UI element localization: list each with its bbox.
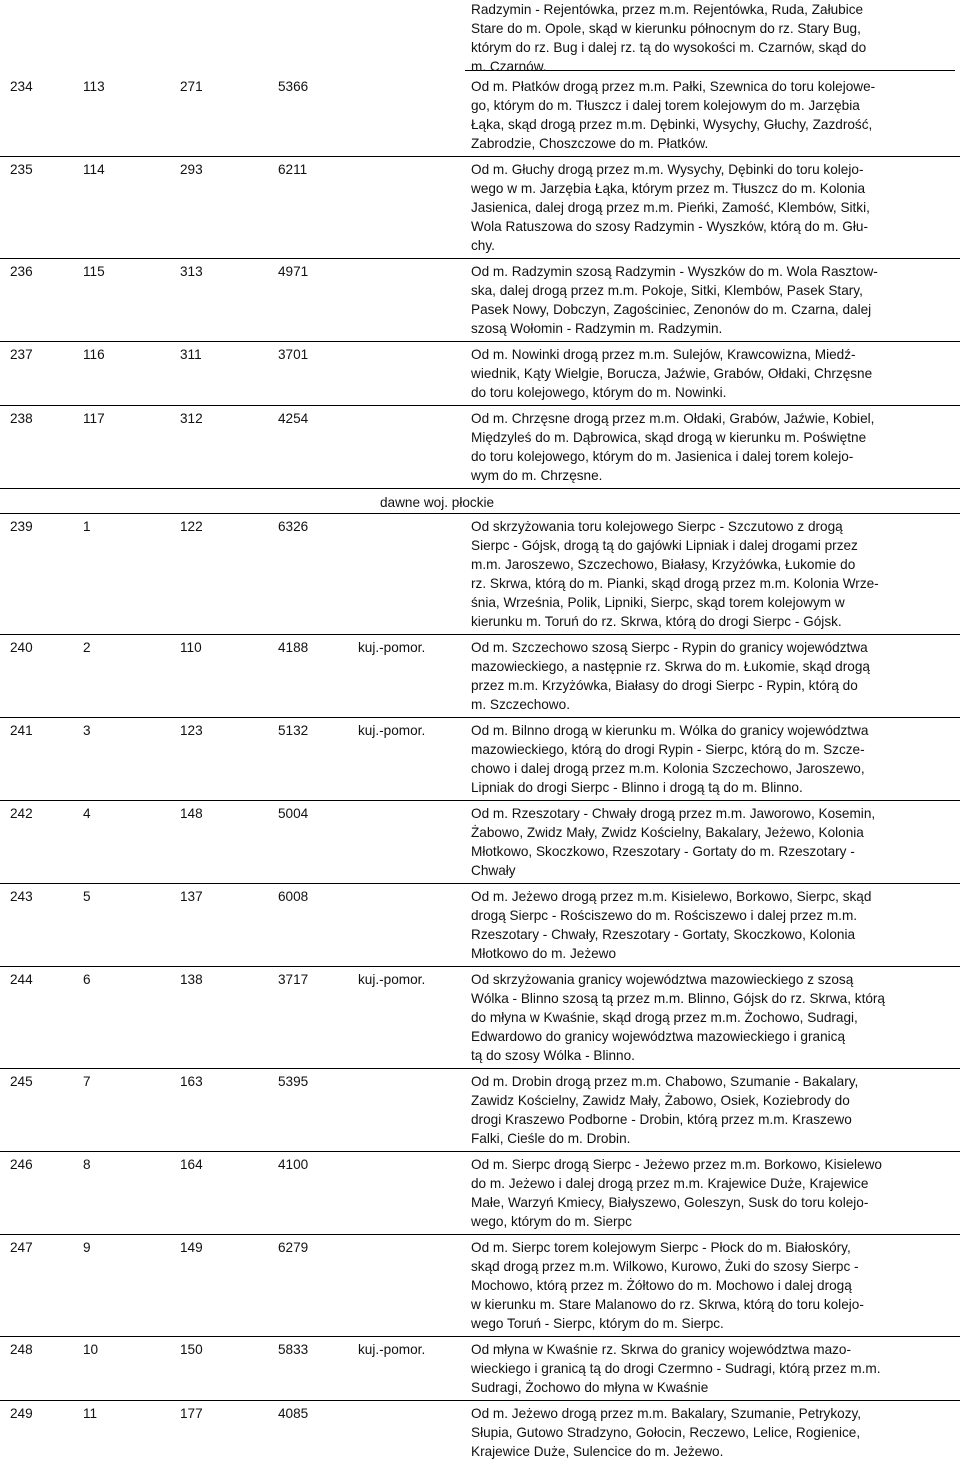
boundary-description <box>471 160 955 255</box>
index-a: 115 <box>83 264 105 279</box>
description-line: mazowieckiego, którą do drogi Rypin - Sierpc, którą do m. Szcze- <box>471 742 865 757</box>
index-b: 150 <box>180 1342 203 1357</box>
table-row <box>0 718 960 801</box>
boundary-description <box>471 721 955 797</box>
table-row <box>0 1401 960 1464</box>
boundary-description <box>471 1155 955 1231</box>
area-value: 3701 <box>278 347 309 362</box>
district-number: 245 <box>10 1074 33 1089</box>
description-line: Jasienica, dalej drogą przez m.m. Pieńki, Zamość, Klembów, Sitki, <box>471 200 870 215</box>
description-line: w kierunku m. Stare Malanowo do rz. Skrwa, którą do toru kolejo- <box>471 1297 864 1312</box>
description-line: Falki, Cieśle do m. Drobin. <box>471 1131 631 1146</box>
index-a: 8 <box>83 1157 91 1172</box>
index-b: 293 <box>180 162 203 177</box>
description-line: Od m. Sierpc drogą Sierpc - Jeżewo przez m.m. Borkowo, Kisielewo <box>471 1157 882 1172</box>
separator-label: dawne woj. płockie <box>380 495 495 510</box>
table-row <box>0 406 960 489</box>
index-a: 2 <box>83 640 91 655</box>
district-number: 249 <box>10 1406 33 1421</box>
table-row <box>0 74 960 157</box>
index-b: 122 <box>180 519 203 534</box>
district-number: 234 <box>10 79 33 94</box>
description-line: Edwardowo do granicy województwa mazowieckiego i granicą <box>471 1029 846 1044</box>
index-b: 164 <box>180 1157 203 1172</box>
description-line: ska, dalej drogą przez m.m. Pokoje, Sitki, Klembów, Pasek Stary, <box>471 283 863 298</box>
continuation-text <box>471 0 866 76</box>
district-number: 248 <box>10 1342 33 1357</box>
index-a: 9 <box>83 1240 91 1255</box>
index-a: 7 <box>83 1074 91 1089</box>
section-separator <box>0 489 960 514</box>
index-b: 313 <box>180 264 203 279</box>
area-value: 4254 <box>278 411 309 426</box>
index-b: 137 <box>180 889 203 904</box>
index-a: 3 <box>83 723 91 738</box>
table-row <box>0 342 960 406</box>
index-a: 4 <box>83 806 91 821</box>
continuation-line: m. Czarnów. <box>471 59 547 74</box>
district-number: 244 <box>10 972 33 987</box>
voivodeship-note: kuj.-pomor. <box>358 1342 426 1357</box>
table-row <box>0 1152 960 1235</box>
description-line: do m. Jeżewo i dalej drogą przez m.m. Krajewice Duże, Krajewice <box>471 1176 869 1191</box>
description-line: Od m. Bilnno drogą w kierunku m. Wólka do granicy województwa <box>471 723 869 738</box>
area-value: 4971 <box>278 264 309 279</box>
index-a: 11 <box>83 1406 98 1421</box>
description-line: m.m. Jaroszewo, Szczechowo, Białasy, Krzyżówka, Łukomie do <box>471 557 856 572</box>
description-line: do młyna w Kwaśnie, skąd drogą przez m.m. Żochowo, Sudragi, <box>471 1010 858 1025</box>
area-value: 5004 <box>278 806 309 821</box>
area-value: 6008 <box>278 889 309 904</box>
description-line: Młotkowo do m. Jeżewo <box>471 946 617 961</box>
description-line: kierunku m. Toruń do rz. Skrwa, którą do drogi Sierpc - Gójsk. <box>471 614 842 629</box>
description-line: Od skrzyżowania toru kolejowego Sierpc - Szczutowo z drogą <box>471 519 843 534</box>
description-line: Małe, Warzyń Kmiecy, Białyszewo, Goleszyn, Susk do toru kolejo- <box>471 1195 869 1210</box>
description-line: wego Toruń - Sierpc, którym do m. Sierpc. <box>471 1316 724 1331</box>
area-value: 4085 <box>278 1406 309 1421</box>
description-line: Od m. Chrzęsne drogą przez m.m. Ołdaki, Grabów, Jaźwie, Kobiel, <box>471 411 875 426</box>
description-line: Wola Ratuszowa do szosy Radzymin - Wyszków, którą do m. Głu- <box>471 219 868 234</box>
area-value: 4100 <box>278 1157 309 1172</box>
index-a: 117 <box>83 411 105 426</box>
district-number: 246 <box>10 1157 33 1172</box>
index-b: 149 <box>180 1240 203 1255</box>
continuation-block <box>465 0 955 74</box>
description-line: Lipniak do drogi Sierpc - Blinno i drogą tą do m. Blinno. <box>471 780 803 795</box>
description-line: Od m. Głuchy drogą przez m.m. Wysychy, Dębinki do toru kolejo- <box>471 162 864 177</box>
description-line: Od m. Sierpc torem kolejowym Sierpc - Płock do m. Białoskóry, <box>471 1240 851 1255</box>
index-a: 113 <box>83 79 105 94</box>
description-line: chowo i dalej drogą przez m.m. Kolonia Szczechowo, Jaroszewo, <box>471 761 865 776</box>
boundary-description <box>471 517 955 631</box>
district-number: 243 <box>10 889 33 904</box>
table-row <box>0 1069 960 1152</box>
table-row <box>0 259 960 342</box>
description-line: do toru kolejowego, którym do m. Jasienica i dalej torem kolejo- <box>471 449 854 464</box>
index-b: 271 <box>180 79 203 94</box>
table-row <box>0 967 960 1069</box>
boundary-description <box>471 1340 955 1397</box>
district-number: 238 <box>10 411 33 426</box>
boundary-description <box>471 409 955 485</box>
boundary-description <box>471 77 955 153</box>
table-row <box>0 635 960 718</box>
description-line: Rzeszotary - Chwały, Rzeszotary - Gortaty, Skoczkowo, Kolonia <box>471 927 856 942</box>
index-b: 148 <box>180 806 203 821</box>
district-number: 240 <box>10 640 33 655</box>
boundary-description <box>471 345 955 402</box>
table-row <box>0 157 960 259</box>
index-a: 10 <box>83 1342 99 1357</box>
boundary-description <box>471 1404 955 1461</box>
description-line: Zawidz Kościelny, Zawidz Mały, Żabowo, Osiek, Koziebrody do <box>471 1093 850 1108</box>
district-table <box>0 74 960 1464</box>
boundary-description <box>471 1072 955 1148</box>
table-row <box>0 1337 960 1401</box>
description-line: drogi Kraszewo Podborne - Drobin, którą przez m.m. Kraszewo <box>471 1112 852 1127</box>
boundary-description <box>471 1238 955 1333</box>
continuation-line: którym do rz. Bug i dalej rz. tą do wysokości m. Czarnów, skąd do <box>471 40 867 55</box>
index-a: 1 <box>83 519 91 534</box>
description-line: mazowieckiego, a następnie rz. Skrwa do m. Łukomie, skąd drogą <box>471 659 870 674</box>
description-line: Od m. Jeżewo drogą przez m.m. Kisielewo, Borkowo, Sierpc, skąd <box>471 889 872 904</box>
description-line: Od m. Drobin drogą przez m.m. Chabowo, Szumanie - Bakalary, <box>471 1074 859 1089</box>
table-row <box>0 514 960 635</box>
description-line: Od m. Rzeszotary - Chwały drogą przez m.m. Jaworowo, Kosemin, <box>471 806 876 821</box>
description-line: chy. <box>471 238 495 253</box>
voivodeship-note: kuj.-pomor. <box>358 972 426 987</box>
description-line: Od m. Jeżewo drogą przez m.m. Bakalary, Szumanie, Petrykozy, <box>471 1406 862 1421</box>
district-number: 242 <box>10 806 33 821</box>
description-line: Krajewice Duże, Sulencice do m. Jeżewo. <box>471 1444 724 1459</box>
boundary-description <box>471 970 955 1065</box>
description-line: Od m. Płatków drogą przez m.m. Pałki, Szewnica do toru kolejowe- <box>471 79 876 94</box>
area-value: 5395 <box>278 1074 309 1089</box>
description-line: Młotkowo, Skoczkowo, Rzeszotary - Gortaty do m. Rzeszotary - <box>471 844 855 859</box>
description-line: go, którym do m. Tłuszcz i dalej torem kolejowym do m. Jarzębia <box>471 98 860 113</box>
continuation-line: Stare do m. Opole, skąd w kierunku północnym do rz. Stary Bug, <box>471 21 861 36</box>
district-number: 236 <box>10 264 33 279</box>
description-line: Sudragi, Żochowo do młyna w Kwaśnie <box>471 1380 709 1395</box>
area-value: 4188 <box>278 640 309 655</box>
description-line: Od m. Szczechowo szosą Sierpc - Rypin do granicy województwa <box>471 640 868 655</box>
description-line: wego, którym do m. Sierpc <box>471 1214 632 1229</box>
table-row <box>0 884 960 967</box>
district-number: 247 <box>10 1240 33 1255</box>
description-line: Od młyna w Kwaśnie rz. Skrwa do granicy województwa mazo- <box>471 1342 852 1357</box>
description-line: Chwały <box>471 863 516 878</box>
area-value: 6211 <box>278 162 308 177</box>
description-line: Sierpc - Gójsk, drogą tą do gajówki Lipniak i dalej drogami przez <box>471 538 858 553</box>
description-line: śnia, Września, Polik, Lipniki, Sierpc, skąd torem kolejowym w <box>471 595 845 610</box>
table-row <box>0 801 960 884</box>
index-b: 138 <box>180 972 203 987</box>
description-line: Łąka, skąd drogą przez m.m. Dębinki, Wysychy, Głuchy, Zazdrość, <box>471 117 873 132</box>
voivodeship-note: kuj.-pomor. <box>358 640 426 655</box>
description-line: Mochowo, którą przez m. Żółtowo do m. Mochowo i dalej drogą <box>471 1278 852 1293</box>
index-b: 312 <box>180 411 203 426</box>
description-line: szosą Wołomin - Radzymin m. Radzymin. <box>471 321 723 336</box>
area-value: 3717 <box>278 972 309 987</box>
index-a: 116 <box>83 347 105 362</box>
boundary-description <box>471 638 955 714</box>
area-value: 5132 <box>278 723 309 738</box>
description-line: Żabowo, Zwidz Mały, Zwidz Kościelny, Bakalary, Jeżewo, Kolonia <box>471 825 864 840</box>
description-line: drogą Sierpc - Rościszewo do m. Rościszewo i dalej przez m.m. <box>471 908 858 923</box>
description-line: rz. Skrwa, którą do m. Pianki, skąd drogą przez m.m. Kolonia Wrze- <box>471 576 879 591</box>
area-value: 5833 <box>278 1342 309 1357</box>
area-value: 6279 <box>278 1240 309 1255</box>
description-line: Słupia, Gutowo Stradzyno, Gołocin, Reczewo, Lelice, Rogienice, <box>471 1425 861 1440</box>
description-line: m. Szczechowo. <box>471 697 570 712</box>
area-value: 6326 <box>278 519 309 534</box>
index-b: 177 <box>180 1406 203 1421</box>
index-b: 123 <box>180 723 203 738</box>
description-line: Zabrodzie, Choszczowe do m. Płatków. <box>471 136 709 151</box>
description-line: skąd drogą przez m.m. Wilkowo, Kurowo, Żuki do szosy Sierpc - <box>471 1259 859 1274</box>
description-line: Od skrzyżowania granicy województwa mazowieckiego z szosą <box>471 972 854 987</box>
index-a: 114 <box>83 162 105 177</box>
table-row <box>0 1235 960 1337</box>
district-number: 239 <box>10 519 33 534</box>
description-line: wego w m. Jarzębia Łąka, którym przez m. Tłuszcz do m. Kolonia <box>471 181 866 196</box>
description-line: Pasek Nowy, Dobczyn, Zagościniec, Zenonów do m. Czarna, dalej <box>471 302 872 317</box>
description-line: Międzyleś do m. Dąbrowica, skąd drogą w kierunku m. Poświętne <box>471 430 867 445</box>
boundary-description <box>471 887 955 963</box>
index-b: 110 <box>180 640 202 655</box>
district-number: 237 <box>10 347 33 362</box>
description-line: wym do m. Chrzęsne. <box>471 468 603 483</box>
description-line: tą do szosy Wólka - Blinno. <box>471 1048 635 1063</box>
voivodeship-note: kuj.-pomor. <box>358 723 426 738</box>
description-line: Od m. Radzymin szosą Radzymin - Wyszków do m. Wola Rasztow- <box>471 264 878 279</box>
boundary-description <box>471 804 955 880</box>
description-line: wieckiego i granicą tą do drogi Czermno - Sudragi, którą przez m.m. <box>471 1361 881 1376</box>
description-line: do toru kolejowego, którym do m. Nowinki. <box>471 385 727 400</box>
index-b: 311 <box>180 347 202 362</box>
index-b: 163 <box>180 1074 203 1089</box>
area-value: 5366 <box>278 79 309 94</box>
index-a: 5 <box>83 889 91 904</box>
index-a: 6 <box>83 972 91 987</box>
description-line: wiednik, Kąty Wielgie, Borucza, Jaźwie, Grabów, Ołdaki, Chrzęsne <box>471 366 873 381</box>
description-line: przez m.m. Krzyżówka, Białasy do drogi Sierpc - Rypin, którą do <box>471 678 858 693</box>
description-line: Wólka - Blinno szosą tą przez m.m. Blinno, Gójsk do rz. Skrwa, którą <box>471 991 885 1006</box>
boundary-description <box>471 262 955 338</box>
district-number: 241 <box>10 723 33 738</box>
district-number: 235 <box>10 162 33 177</box>
continuation-line: Radzymin - Rejentówka, przez m.m. Rejentówka, Ruda, Załubice <box>471 2 864 17</box>
description-line: Od m. Nowinki drogą przez m.m. Sulejów, Krawcowizna, Miedź- <box>471 347 856 362</box>
